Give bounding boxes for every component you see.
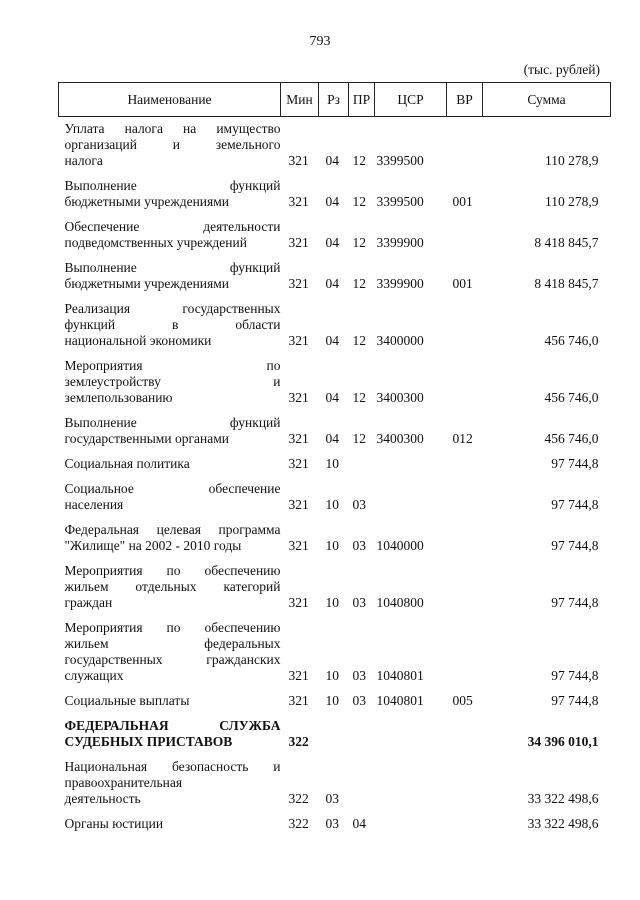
- row-csr-cell: 1040801: [376, 693, 424, 708]
- row-min-cell: 321: [288, 668, 309, 683]
- row-rz-cell: 04: [325, 431, 339, 446]
- row-csr-cell: 1040801: [376, 668, 424, 683]
- row-name-line: Выполнение функций: [64, 260, 281, 275]
- row-name-cell: [59, 174, 281, 215]
- row-csr-cell: 1040800: [376, 595, 424, 610]
- row-name-cell: [59, 215, 281, 256]
- row-rz-cell: 04: [325, 333, 339, 348]
- row-vr-cell: 001: [452, 276, 473, 291]
- row-name-line: бюджетными учреждениями: [64, 194, 230, 209]
- row-rz-cell: 10: [325, 595, 339, 610]
- row-csr-cell: 3399900: [376, 276, 424, 291]
- row-sum-cell: 97 744,8: [551, 538, 599, 553]
- row-pr-cell: [349, 755, 375, 812]
- row-csr-cell: 3399500: [376, 153, 424, 168]
- header-rz: Рз: [319, 83, 349, 117]
- table-row: [59, 117, 611, 175]
- row-name-line: деятельность: [64, 791, 141, 806]
- row-name-line: Органы юстиции: [64, 816, 164, 831]
- row-rz-cell: 10: [325, 497, 339, 512]
- table-row: [59, 812, 611, 837]
- row-vr-cell: 001: [452, 194, 473, 209]
- row-pr-cell: 12: [352, 235, 366, 250]
- row-rz-cell: 03: [325, 791, 339, 806]
- row-name-line: организаций и земельного: [64, 137, 281, 152]
- budget-table-container: [58, 82, 610, 837]
- row-csr-cell: [375, 452, 447, 477]
- table-row: [59, 174, 611, 215]
- row-min-cell: 322: [288, 734, 309, 749]
- row-csr-cell: 3399500: [376, 194, 424, 209]
- row-name-line: Обеспечение деятельности: [64, 219, 281, 234]
- row-min-cell: 321: [288, 194, 309, 209]
- row-csr-cell: [375, 755, 447, 812]
- row-name-cell: [59, 689, 281, 714]
- row-name-line: Социальная политика: [64, 456, 190, 471]
- row-min-cell: 321: [288, 693, 309, 708]
- budget-table: [58, 82, 611, 837]
- row-vr-cell: [447, 518, 483, 559]
- table-row: [59, 452, 611, 477]
- row-min-cell: 321: [288, 333, 309, 348]
- row-min-cell: 321: [288, 497, 309, 512]
- row-name-line: землепользованию: [64, 390, 173, 405]
- row-name-line: Федеральная целевая программа: [64, 522, 281, 537]
- row-rz-cell: 04: [325, 390, 339, 405]
- row-sum-cell: 110 278,9: [545, 153, 599, 168]
- row-name-line: Реализация государственных: [64, 301, 281, 316]
- row-csr-cell: 3400300: [376, 390, 424, 405]
- row-rz-cell: 04: [325, 153, 339, 168]
- row-name-cell: [59, 714, 281, 755]
- row-name-cell: [59, 452, 281, 477]
- header-sum: Сумма: [483, 83, 611, 117]
- row-rz-cell: 04: [325, 194, 339, 209]
- row-min-cell: 321: [288, 595, 309, 610]
- table-row: [59, 616, 611, 689]
- row-name-cell: [59, 117, 281, 175]
- table-row: [59, 755, 611, 812]
- row-sum-cell: 97 744,8: [551, 693, 599, 708]
- row-min-cell: 321: [288, 153, 309, 168]
- row-pr-cell: 12: [352, 276, 366, 291]
- row-min-cell: 322: [288, 791, 309, 806]
- row-pr-cell: [349, 452, 375, 477]
- row-csr-cell: [375, 477, 447, 518]
- row-pr-cell: 03: [352, 538, 366, 553]
- table-header: [59, 83, 611, 117]
- row-vr-cell: [447, 215, 483, 256]
- page-number: 793: [309, 34, 331, 49]
- table-row: [59, 559, 611, 616]
- row-name-line: землеустройству и: [64, 374, 281, 389]
- row-sum-cell: 33 322 498,6: [527, 816, 599, 831]
- row-pr-cell: 03: [352, 595, 366, 610]
- row-name-line: граждан: [64, 595, 113, 610]
- row-min-cell: 321: [288, 276, 309, 291]
- row-name-cell: [59, 297, 281, 354]
- row-csr-cell: 3400000: [376, 333, 424, 348]
- row-vr-cell: [447, 297, 483, 354]
- row-name-line: Социальное обеспечение: [64, 481, 281, 496]
- row-name-line: Мероприятия по обеспечению: [64, 563, 281, 578]
- row-rz-cell: 10: [325, 538, 339, 553]
- row-name-cell: [59, 755, 281, 812]
- row-name-cell: [59, 616, 281, 689]
- row-name-cell: [59, 256, 281, 297]
- row-sum-cell: 456 746,0: [544, 333, 599, 348]
- row-name-line: правоохранительная: [64, 775, 183, 790]
- row-name-cell: [59, 559, 281, 616]
- row-sum-cell: 97 744,8: [551, 497, 599, 512]
- table-row: [59, 297, 611, 354]
- row-csr-cell: [375, 714, 447, 755]
- row-name-line: жильем отдельных категорий: [64, 579, 281, 594]
- row-vr-cell: [447, 559, 483, 616]
- row-csr-cell: 3400300: [376, 431, 424, 446]
- row-name-line: Национальная безопасность и: [64, 759, 281, 774]
- row-sum-cell: 8 418 845,7: [534, 235, 599, 250]
- row-vr-cell: 012: [452, 431, 473, 446]
- row-name-line: Выполнение функций: [64, 415, 281, 430]
- row-vr-cell: [447, 755, 483, 812]
- row-sum-cell: 8 418 845,7: [534, 276, 599, 291]
- header-min: Мин: [281, 83, 319, 117]
- table-row: [59, 477, 611, 518]
- row-vr-cell: [447, 354, 483, 411]
- row-csr-cell: 3399900: [376, 235, 424, 250]
- row-pr-cell: 04: [352, 816, 366, 831]
- row-vr-cell: [447, 117, 483, 175]
- row-sum-cell: 97 744,8: [551, 595, 599, 610]
- row-pr-cell: 12: [352, 153, 366, 168]
- row-name-cell: [59, 477, 281, 518]
- table-row: [59, 411, 611, 452]
- table-body: [59, 117, 611, 838]
- row-name-line: Уплата налога на имущество: [64, 121, 281, 136]
- row-vr-cell: [447, 477, 483, 518]
- row-name-line: Социальные выплаты: [64, 693, 190, 708]
- row-pr-cell: 12: [352, 333, 366, 348]
- row-name-line: государственных гражданских: [64, 652, 281, 667]
- row-name-line: национальной экономики: [64, 333, 212, 348]
- row-rz-cell: [319, 714, 349, 755]
- row-pr-cell: 12: [352, 431, 366, 446]
- row-name-line: функций в области: [64, 317, 281, 332]
- row-vr-cell: [447, 452, 483, 477]
- row-sum-cell: 110 278,9: [545, 194, 599, 209]
- row-name-cell: [59, 411, 281, 452]
- row-vr-cell: [447, 616, 483, 689]
- row-csr-cell: [375, 812, 447, 837]
- row-pr-cell: 03: [352, 693, 366, 708]
- row-min-cell: 321: [288, 235, 309, 250]
- row-min-cell: 321: [288, 431, 309, 446]
- table-row: [59, 215, 611, 256]
- row-pr-cell: 12: [352, 194, 366, 209]
- table-row: [59, 354, 611, 411]
- row-pr-cell: 03: [352, 497, 366, 512]
- row-name-line: СУДЕБНЫХ ПРИСТАВОВ: [64, 734, 233, 749]
- row-name-line: налога: [64, 153, 103, 168]
- row-name-line: Мероприятия по обеспечению: [64, 620, 281, 635]
- row-rz-cell: 10: [325, 456, 339, 471]
- row-sum-cell: 97 744,8: [551, 456, 599, 471]
- table-row: [59, 714, 611, 755]
- row-csr-cell: 1040000: [376, 538, 424, 553]
- row-rz-cell: 04: [325, 235, 339, 250]
- row-name-line: "Жилище" на 2002 - 2010 годы: [64, 538, 242, 553]
- row-pr-cell: 03: [352, 668, 366, 683]
- row-pr-cell: 12: [352, 390, 366, 405]
- row-name-line: Выполнение функций: [64, 178, 281, 193]
- row-name-line: населения: [64, 497, 124, 512]
- table-row: [59, 518, 611, 559]
- table-row: [59, 689, 611, 714]
- row-rz-cell: 03: [325, 816, 339, 831]
- row-min-cell: 322: [288, 816, 309, 831]
- row-vr-cell: 005: [452, 693, 473, 708]
- row-sum-cell: 456 746,0: [544, 390, 599, 405]
- row-sum-cell: 97 744,8: [551, 668, 599, 683]
- row-name-line: жильем федеральных: [64, 636, 281, 651]
- row-sum-cell: 34 396 010,1: [527, 734, 599, 749]
- header-csr: ЦСР: [375, 83, 447, 117]
- units-label: (тыс. рублей): [523, 62, 600, 77]
- row-min-cell: 321: [288, 456, 309, 471]
- row-sum-cell: 456 746,0: [544, 431, 599, 446]
- row-pr-cell: [349, 714, 375, 755]
- row-sum-cell: 33 322 498,6: [527, 791, 599, 806]
- row-name-line: Мероприятия по: [64, 358, 281, 373]
- row-min-cell: 321: [288, 538, 309, 553]
- row-vr-cell: [447, 812, 483, 837]
- row-rz-cell: 04: [325, 276, 339, 291]
- header-vr: ВР: [447, 83, 483, 117]
- row-vr-cell: [447, 714, 483, 755]
- row-rz-cell: 10: [325, 668, 339, 683]
- row-name-line: бюджетными учреждениями: [64, 276, 230, 291]
- row-name-line: государственными органами: [64, 431, 229, 446]
- table-row: [59, 256, 611, 297]
- row-name-line: ФЕДЕРАЛЬНАЯ СЛУЖБА: [64, 718, 281, 733]
- header-pr: ПР: [349, 83, 375, 117]
- row-name-line: подведомственных учреждений: [64, 235, 247, 250]
- row-name-line: служащих: [64, 668, 124, 683]
- row-name-cell: [59, 354, 281, 411]
- row-min-cell: 321: [288, 390, 309, 405]
- row-rz-cell: 10: [325, 693, 339, 708]
- row-name-cell: [59, 812, 281, 837]
- row-name-cell: [59, 518, 281, 559]
- header-name: Наименование: [59, 83, 281, 117]
